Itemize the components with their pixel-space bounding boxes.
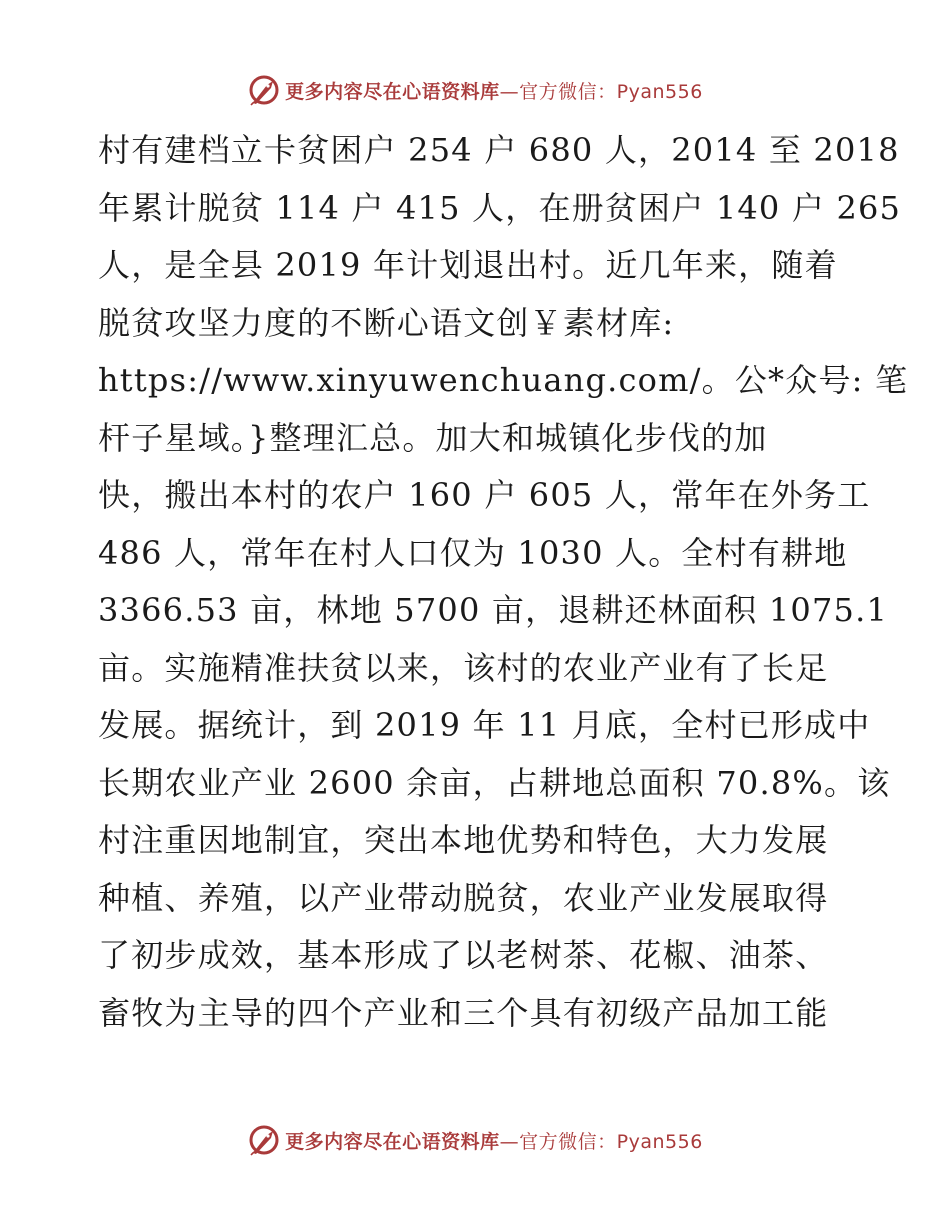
document-body (98, 122, 909, 1042)
body-line: 发展。据统计，到 2019 年 11 月底，全村已形成中 (98, 706, 871, 744)
pen-nib-logo-icon (247, 73, 281, 107)
body-line: 长期农业产业 2600 余亩，占耕地总面积 70.8%。该 (98, 763, 891, 802)
footer-wechat-text: 官方微信：Pyan556 (519, 1130, 703, 1153)
body-line: 村有建档立卡贫困户 254 户 680 人，2014 至 2018 (98, 131, 900, 169)
body-line: 人，是全县 2019 年计划退出村。近几年来，随着 (98, 246, 838, 284)
body-line: 3366.53 亩，林地 5700 亩，退耕还林面积 1075.1 (98, 591, 889, 629)
header-brand-text: 更多内容尽在心语资料库 (285, 80, 500, 103)
body-line: 脱贫攻坚力度的不断心语文创￥素材库: (98, 303, 675, 342)
body-line: 486 人，常年在村人口仅为 1030 人。全村有耕地 (98, 533, 848, 572)
body-line: 了初步成效，基本形成了以老树茶、花椒、油茶、 (98, 936, 829, 974)
body-line: 村注重因地制宜，突出本地优势和特色，大力发展 (98, 821, 829, 859)
footer-banner (0, 1120, 950, 1160)
footer-dash: — (499, 1130, 520, 1153)
body-line: 杆子星域。}整理汇总。加大和城镇化步伐的加 (98, 418, 768, 457)
header-banner (0, 70, 950, 110)
body-line-url: https://www.xinyuwenchuang.com/。公*众号: 笔 (98, 361, 909, 399)
body-line: 快，搬出本村的农户 160 户 605 人，常年在外务工 (98, 476, 871, 514)
footer-brand-text: 更多内容尽在心语资料库 (285, 1130, 500, 1153)
header-banner-text (285, 77, 703, 104)
header-wechat-text: 官方微信：Pyan556 (519, 80, 703, 103)
body-line: 种植、养殖，以产业带动脱贫，农业产业发展取得 (98, 878, 829, 917)
footer-banner-text (285, 1127, 703, 1154)
header-dash: — (499, 80, 520, 103)
body-line: 年累计脱贫 114 户 415 人，在册贫困户 140 户 265 (98, 188, 902, 227)
body-line: 亩。实施精准扶贫以来，该村的农业产业有了长足 (98, 648, 829, 687)
pen-nib-logo-icon (247, 1123, 281, 1157)
body-line: 畜牧为主导的四个产业和三个具有初级产品加工能 (98, 993, 829, 1032)
